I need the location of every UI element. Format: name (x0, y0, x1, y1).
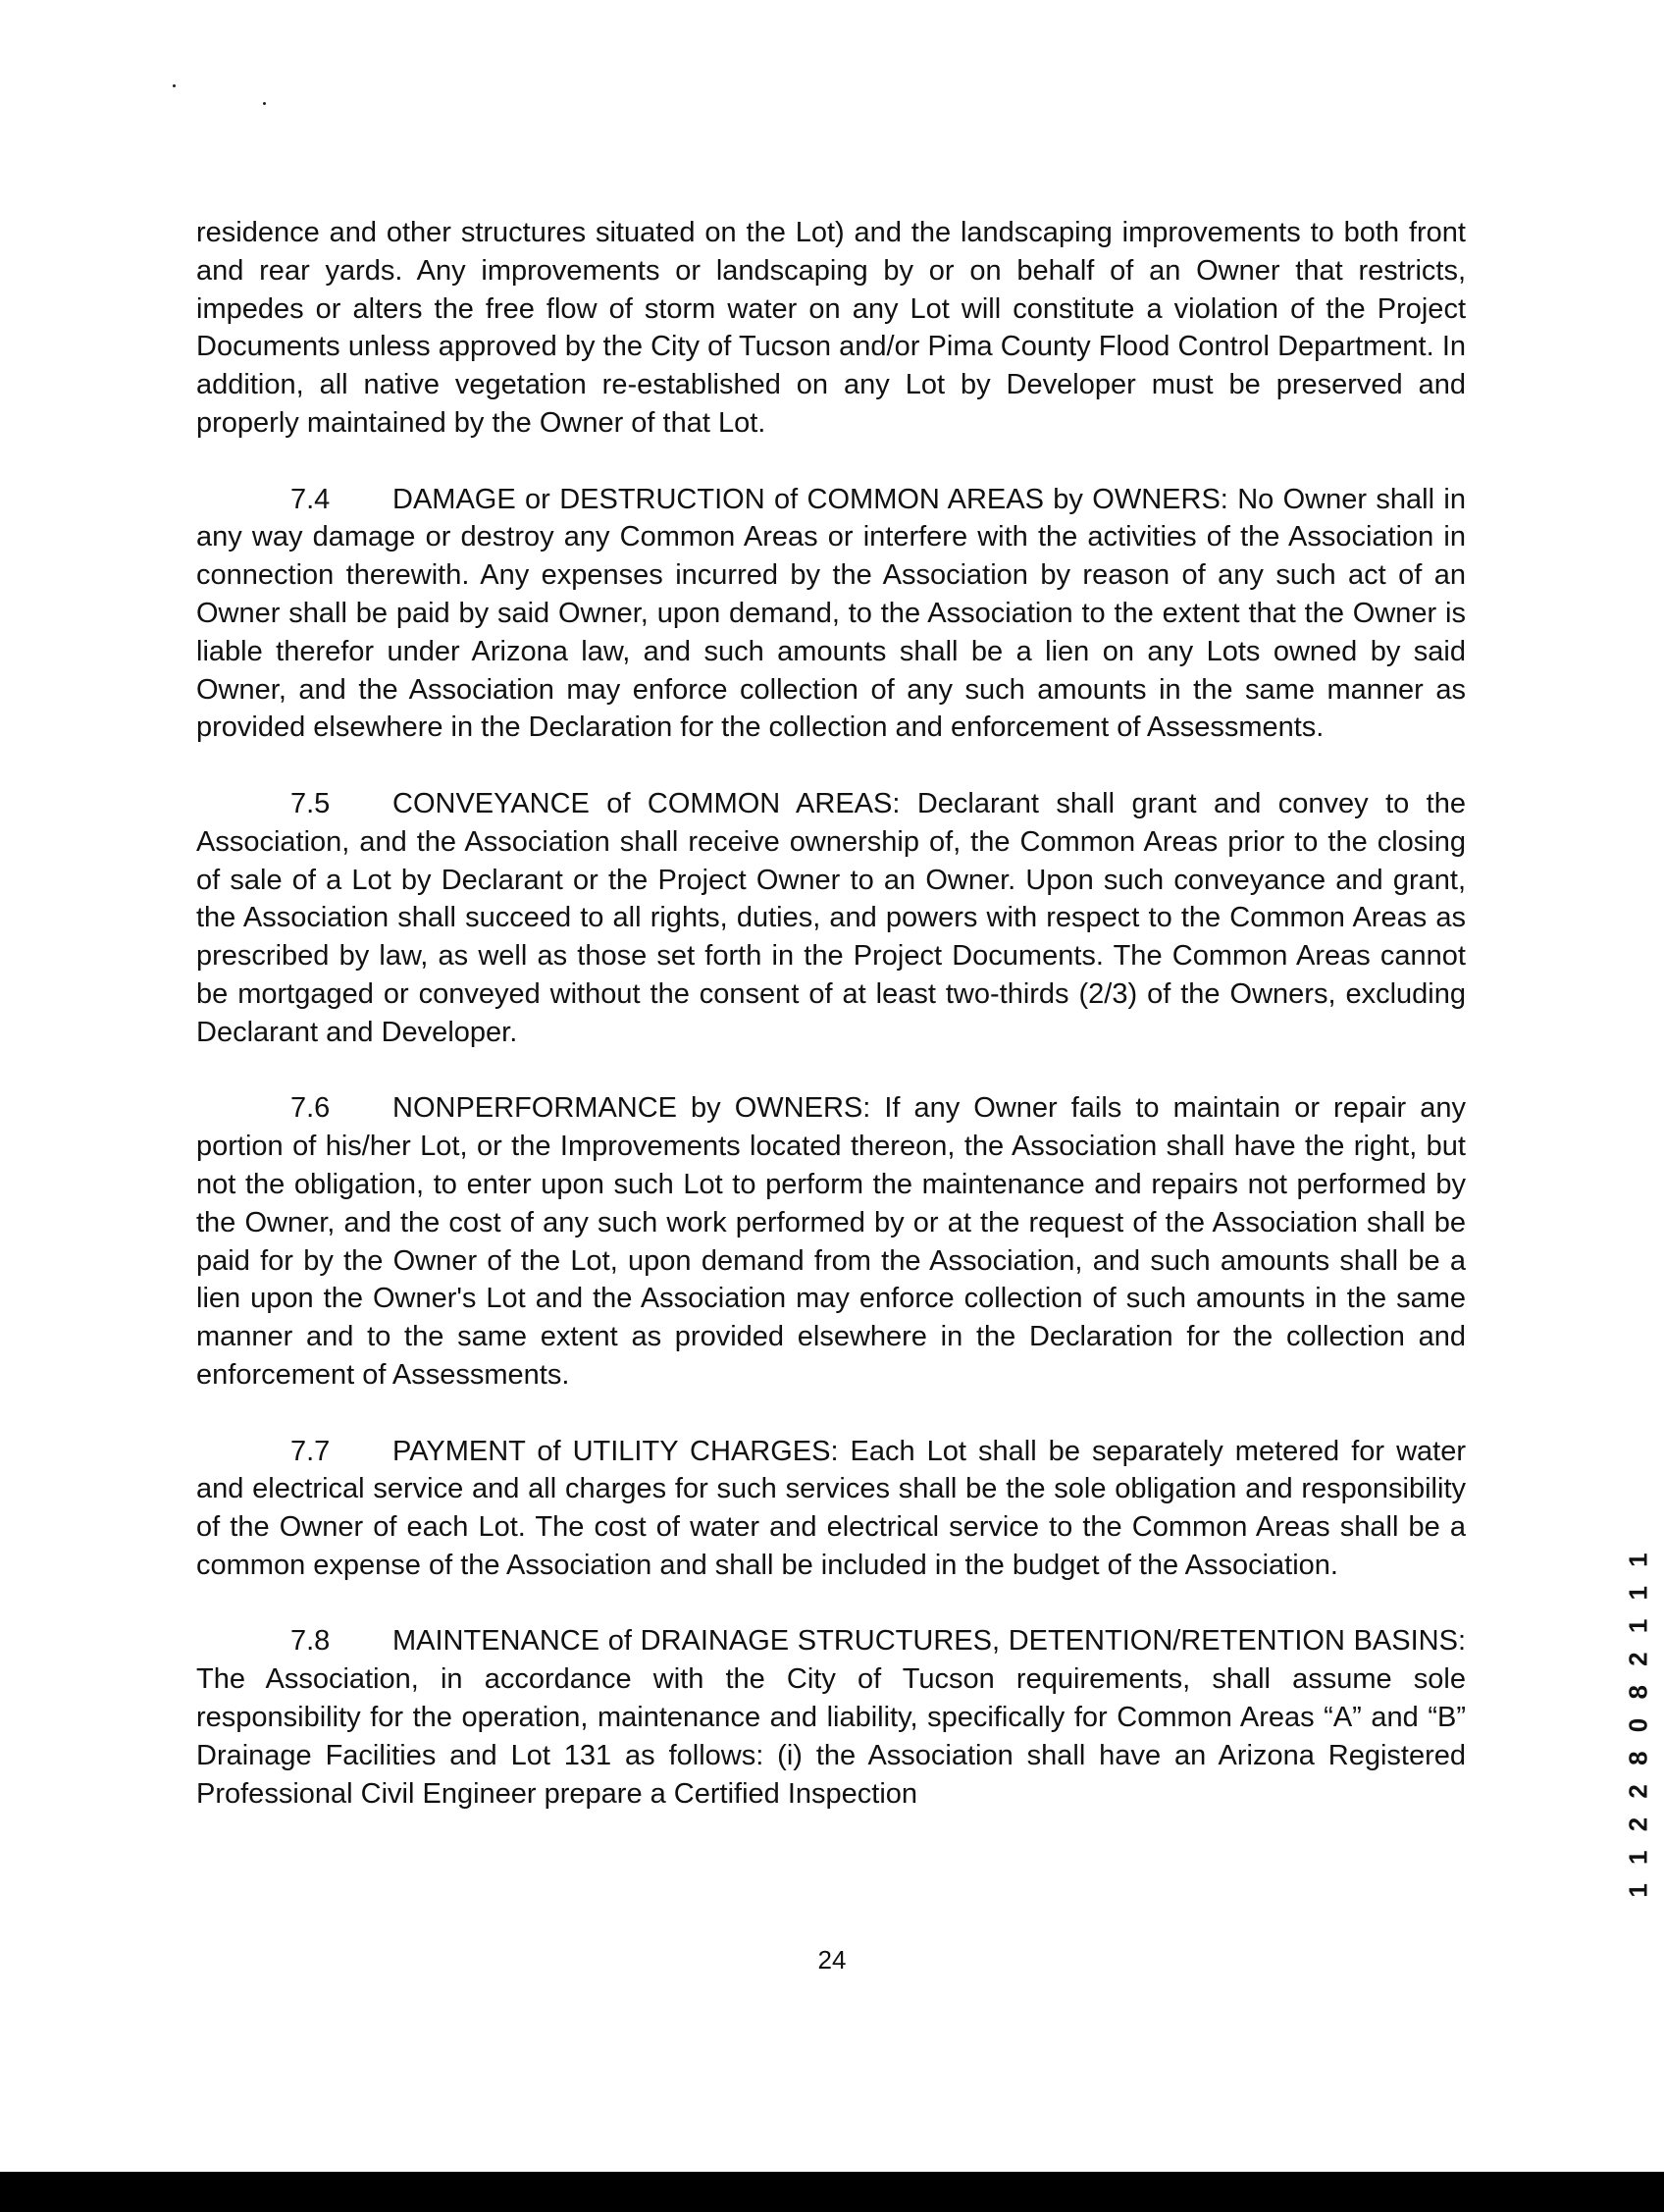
section-7-4 (196, 481, 1466, 748)
recording-stamp-text: 1 1 2 2 8 0 8 2 1 1 1 (1623, 1547, 1653, 1898)
section-text: NONPERFORMANCE by OWNERS: If any Owner fails to maintain or repair any portion of his/her Lot, or the Improvements located thereon, the Association shall have the right, but not the obligation, to enter upon such Lot to perform the maintenance and repairs not performed by the Owner, and the cost of any such work performed by or at the request of the Association shall be paid for by the Owner of the Lot, upon demand from the Association, and such amounts shall be a lien upon the Owner's Lot and the Association may enforce collection of such amounts in the same manner and to the same extent as provided elsewhere in the Declaration for the collection and enforcement of Assessments. (196, 1092, 1466, 1391)
continuation-paragraph: residence and other structures situated on the Lot) and the landscaping improvements to both front and rear yards. Any improvements or landscaping by or on behalf of an Owner that restricts, impedes or alters the free flow of storm water on any Lot will constitute a violation of the Project Documents unless approved by the City of Tucson and/or Pima County Flood Control Department. In addition, all native vegetation re-established on any Lot by Developer must be preserved and properly maintained by the Owner of that Lot. (196, 217, 1466, 439)
document-body (196, 214, 1466, 1851)
section-text: MAINTENANCE of DRAINAGE STRUCTURES, DETENTION/RETENTION BASINS: The Association, in accordance with the City of Tucson requirements, shall assume sole responsibility for the operation, maintenance and liability, specifically for Common Areas “A” and “B” Drainage Facilities and Lot 131 as follows: (i) the Association shall have an Arizona Registered Professional Civil Engineer prepare a Certified Inspection (196, 1625, 1466, 1810)
section-number: 7.8 (290, 1625, 331, 1658)
section-7-6 (196, 1089, 1466, 1394)
section-7-7 (196, 1433, 1466, 1585)
section-text: CONVEYANCE of COMMON AREAS: Declarant shall grant and convey to the Association, and the Association shall receive ownership of, the Common Areas prior to the closing of sale of a Lot by Declarant or the Project Owner to an Owner. Upon such conveyance and grant, the Association shall succeed to all rights, duties, and powers with respect to the Common Areas as prescribed by law, as well as those set forth in the Project Documents. The Common Areas cannot be mortgaged or conveyed without the consent of at least two-thirds (2/3) of the Owners, excluding Declarant and Developer. (196, 787, 1466, 1048)
section-number: 7.4 (290, 483, 331, 515)
scan-speck (173, 84, 176, 87)
section-7-8 (196, 1622, 1466, 1813)
section-text: DAMAGE or DESTRUCTION of COMMON AREAS by OWNERS: No Owner shall in any way damage or destroy any Common Areas or interfere with the activities of the Association in connection therewith. Any expenses incurred by the Association by reason of any such act of an Owner shall be paid by said Owner, upon demand, to the Association to the extent that the Owner is liable therefor under Arizona law, and such amounts shall be a lien on any Lots owned by said Owner, and the Association may enforce collection of any such amounts in the same manner as provided elsewhere in the Declaration for the collection and enforcement of Assessments. (196, 483, 1466, 744)
section-number: 7.6 (290, 1092, 331, 1125)
section-7-5 (196, 785, 1466, 1052)
section-text: PAYMENT of UTILITY CHARGES: Each Lot shall be separately metered for water and electrical service and all charges for such services shall be the sole obligation and responsibility of the Owner of each Lot. The cost of water and electrical service to the Common Areas shall be a common expense of the Association and shall be included in the budget of the Association. (196, 1435, 1466, 1581)
section-number: 7.5 (290, 787, 331, 819)
recording-stamp (1619, 1547, 1658, 1898)
scan-border (0, 2172, 1664, 2212)
scan-speck (263, 102, 266, 105)
page-number: 24 (817, 1945, 847, 1975)
section-number: 7.7 (290, 1435, 331, 1467)
